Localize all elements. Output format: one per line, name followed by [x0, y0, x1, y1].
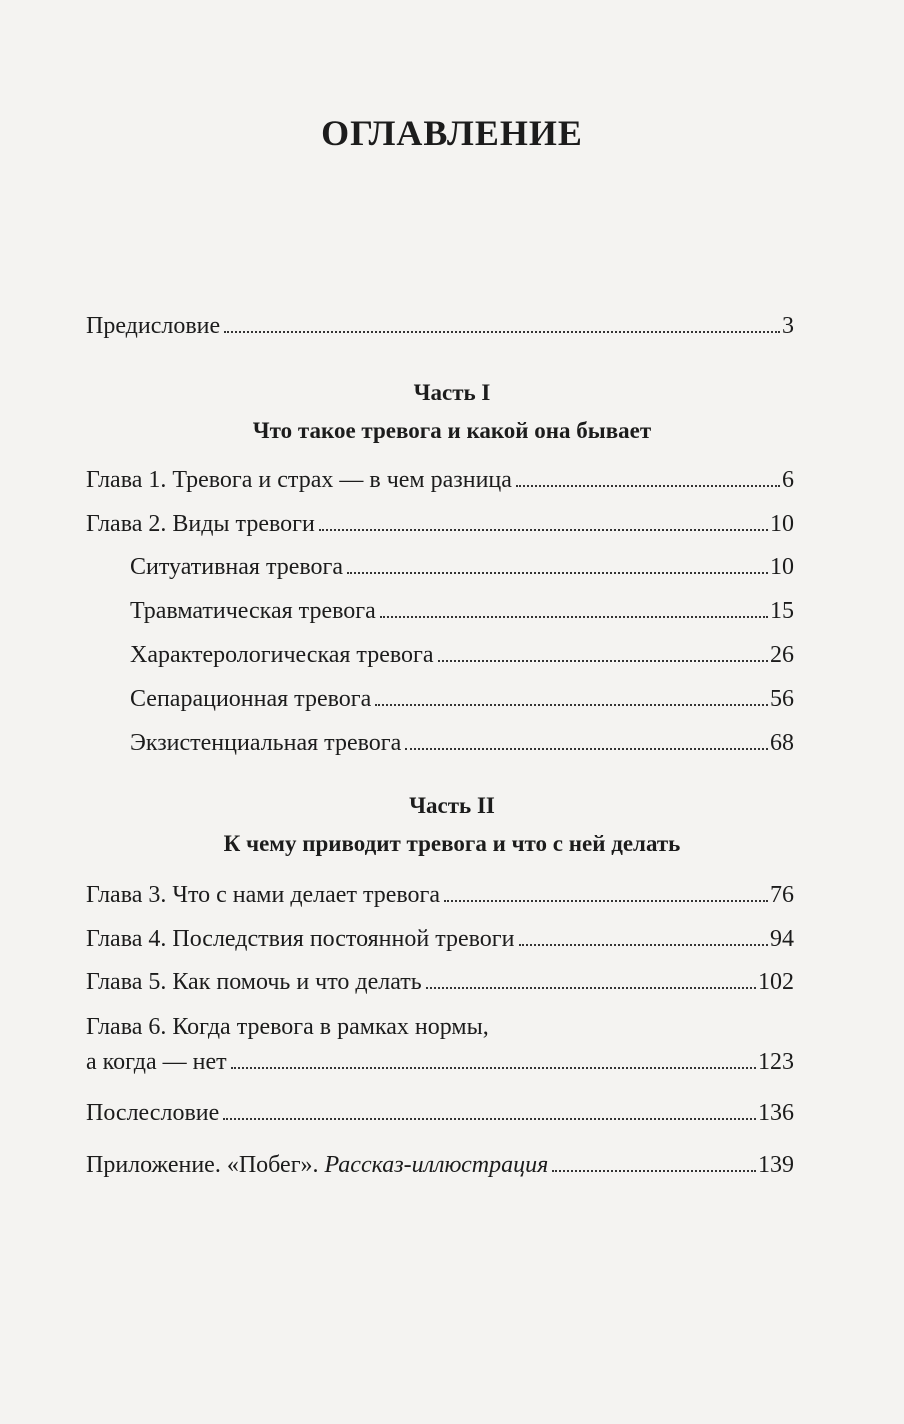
leader-dots: [223, 1118, 756, 1120]
toc-entry-traumatic[interactable]: [130, 596, 794, 626]
toc-entry-page: 102: [758, 969, 794, 995]
leader-dots: [519, 944, 769, 946]
toc-entry-label: Глава 4. Последствия постоянной тревоги: [86, 926, 515, 952]
toc-entry-appendix[interactable]: [86, 1150, 794, 1180]
toc-entry-label: Послесловие: [86, 1100, 220, 1126]
toc-entry-page: 56: [770, 686, 794, 712]
toc-entry-label: [86, 1150, 548, 1180]
appendix-label-italic: Рассказ-иллюстрация: [324, 1152, 549, 1178]
toc-entry-existential[interactable]: [130, 728, 794, 758]
toc-entry-label: Глава 3. Что с нами делает тревога: [86, 882, 441, 908]
toc-entry-page: 76: [770, 882, 794, 908]
toc-entry-label: Глава 2. Виды тревоги: [86, 511, 315, 537]
toc-entry-label: а когда — нет: [86, 1049, 227, 1075]
toc-entry-chapter-6-line1[interactable]: Глава 6. Когда тревога в рамках нормы,: [86, 1014, 489, 1040]
toc-entry-label: Характерологическая тревога: [130, 642, 434, 668]
leader-dots: [438, 660, 768, 662]
toc-entry-page: 26: [770, 642, 794, 668]
toc-entry-page: 10: [770, 511, 794, 537]
leader-dots: [319, 529, 768, 531]
toc-entry-chapter-3[interactable]: [86, 880, 794, 910]
toc-entry-label: Глава 1. Тревога и страх — в чем разница: [86, 467, 512, 493]
leader-dots: [405, 748, 768, 750]
toc-entry-separation[interactable]: [130, 684, 794, 714]
leader-dots: [380, 616, 768, 618]
toc-entry-afterword[interactable]: [86, 1098, 794, 1128]
toc-entry-chapter-1[interactable]: [86, 465, 794, 495]
toc-entry-label: Травматическая тревога: [130, 598, 376, 624]
toc-entry-label: Сепарационная тревога: [130, 686, 372, 712]
toc-entry-page: 68: [770, 730, 794, 756]
toc-entry-page: 139: [758, 1152, 794, 1178]
leader-dots: [444, 900, 768, 902]
toc-entry-chapter-6[interactable]: [86, 1047, 794, 1077]
toc-entry-situational[interactable]: [130, 552, 794, 582]
toc-entry-page: 123: [758, 1049, 794, 1075]
leader-dots: [231, 1067, 756, 1069]
toc-entry-chapter-5[interactable]: [86, 967, 794, 997]
toc-entry-label: Ситуативная тревога: [130, 554, 344, 580]
part2-title: К чему приводит тревога и что с ней делать: [223, 831, 681, 856]
leader-dots: [224, 331, 780, 333]
part2-number: Часть II: [409, 793, 495, 818]
part1-number: Часть I: [413, 380, 491, 405]
toc-entry-page: 6: [782, 467, 794, 493]
leader-dots: [426, 987, 756, 989]
toc-entry-page: 94: [770, 926, 794, 952]
toc-entry-label: Глава 5. Как помочь и что делать: [86, 969, 422, 995]
leader-dots: [347, 572, 768, 574]
leader-dots: [552, 1170, 756, 1172]
toc-entry-page: 15: [770, 598, 794, 624]
toc-entry-page: 3: [782, 313, 794, 339]
appendix-label-plain: Приложение. «Побег».: [86, 1152, 319, 1178]
part1-title: Что такое тревога и какой она бывает: [252, 418, 652, 443]
toc-entry-label: Предисловие: [86, 313, 221, 339]
toc-title: ОГЛАВЛЕНИЕ: [321, 113, 583, 153]
toc-entry-chapter-2[interactable]: [86, 509, 794, 539]
leader-dots: [516, 485, 780, 487]
toc-entry-page: 10: [770, 554, 794, 580]
toc-entry-chapter-4[interactable]: [86, 924, 794, 954]
leader-dots: [375, 704, 768, 706]
toc-entry-preface[interactable]: [86, 311, 794, 341]
toc-entry-label: Экзистенциальная тревога: [130, 730, 402, 756]
toc-entry-page: 136: [758, 1100, 794, 1126]
toc-entry-characterological[interactable]: [130, 640, 794, 670]
